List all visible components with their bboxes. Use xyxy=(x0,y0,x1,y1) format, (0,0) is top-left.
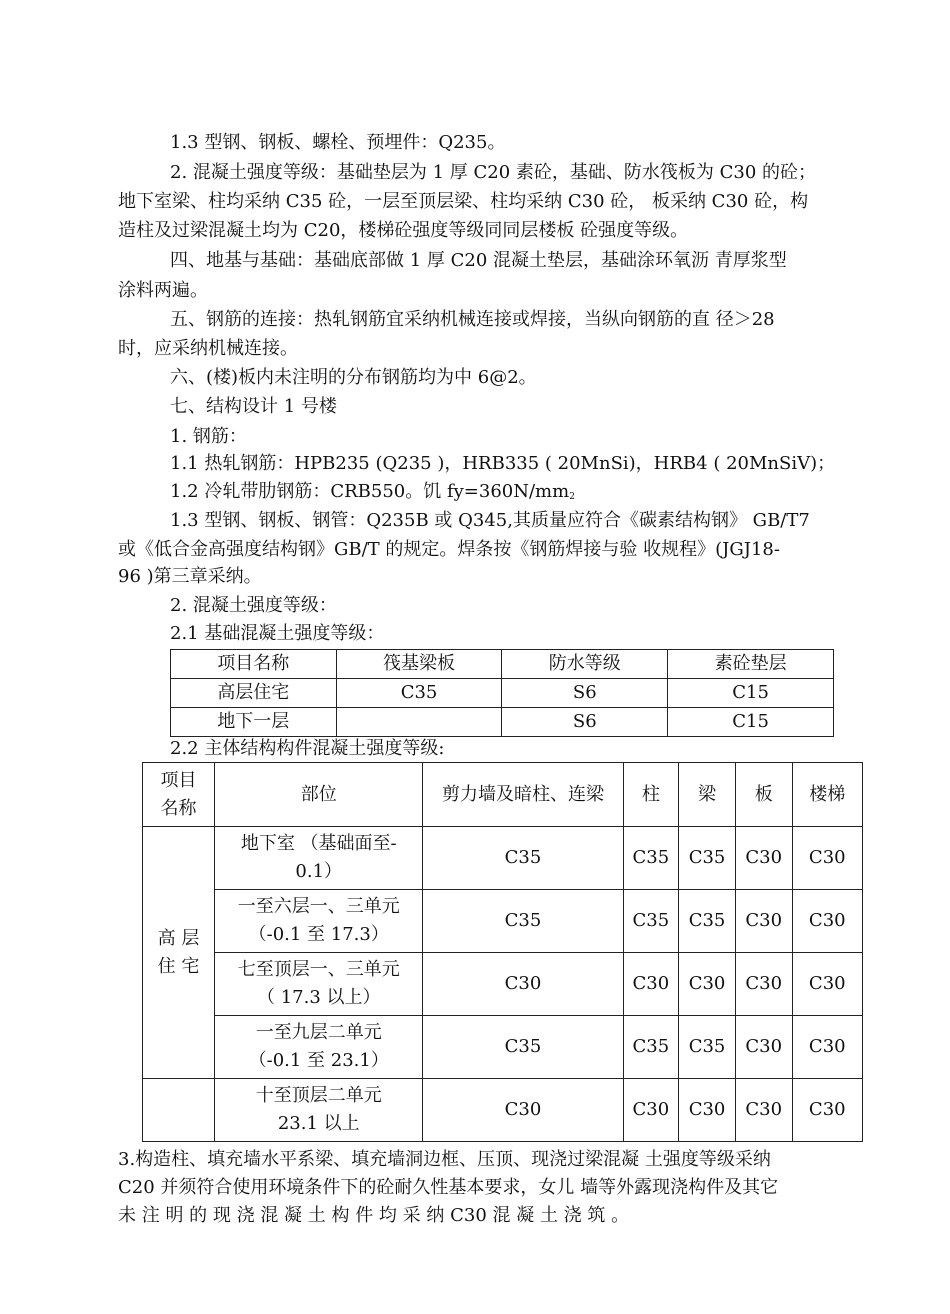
table-row xyxy=(143,827,863,890)
table-cell: C35 xyxy=(336,679,502,708)
table-cell: C35 xyxy=(679,1016,736,1079)
table-header-cell: 柱 xyxy=(623,763,679,827)
table-cell: C30 xyxy=(679,953,736,1016)
table-cell: C30 xyxy=(423,953,623,1016)
unit-superscript: 2 xyxy=(569,492,575,502)
table-cell: 地下室 （基础面至- 0.1） xyxy=(215,827,423,890)
table-cell: S6 xyxy=(502,679,668,708)
table-header-cell: 剪力墙及暗柱、连梁 xyxy=(423,763,623,827)
table-row xyxy=(171,679,834,708)
table-cell: C30 xyxy=(792,1079,862,1142)
table-header-cell: 素砼垫层 xyxy=(668,650,834,679)
table-cell: 地下一层 xyxy=(171,708,337,737)
table-cell xyxy=(336,708,502,737)
item-concrete-grade-heading: 2. 混凝土强度等级： xyxy=(170,595,337,616)
table-cell: C30 xyxy=(792,827,862,890)
para-steel-section-3: 96 )第三章采纳。 xyxy=(118,566,262,587)
table-cell: C30 xyxy=(792,953,862,1016)
table-cell-empty xyxy=(143,1079,215,1142)
table-cell: C35 xyxy=(423,890,623,953)
table-header-cell: 梁 xyxy=(679,763,736,827)
table-header-cell: 部位 xyxy=(215,763,423,827)
table-row xyxy=(171,708,834,737)
table-cell: C35 xyxy=(423,827,623,890)
para-steel-section-1: 1.3 型钢、钢板、钢管：Q235B 或 Q345,其质量应符合《碳素结构钢》 GB/T7 xyxy=(170,510,810,531)
para-steel-spec: 1.3 型钢、钢板、螺栓、预埋件：Q235。 xyxy=(170,132,506,153)
table-header-row xyxy=(171,650,834,679)
table-cell: C35 xyxy=(423,1016,623,1079)
item-main-structure-heading: 2.2 主体结构构件混凝土强度等级: xyxy=(170,738,445,759)
table-row xyxy=(143,1079,863,1142)
item-cold-rolled-text: 1.2 冷轧带肋钢筋：CRB550。饥 fy=360N/mm xyxy=(170,481,570,502)
table-header-cell: 项目 名称 xyxy=(143,763,215,827)
table-cell: C35 xyxy=(679,827,736,890)
para-foundation-2: 涂料两遍。 xyxy=(118,280,208,301)
table-header-cell: 楼梯 xyxy=(792,763,862,827)
table-header-cell: 项目名称 xyxy=(171,650,337,679)
table-cell: C35 xyxy=(623,827,679,890)
table-cell: C15 xyxy=(668,708,834,737)
para-rebar-connection-1: 五、钢筋的连接：热轧钢筋宜采纳机械连接或焊接，当纵向钢筋的直 径＞28 xyxy=(170,309,775,330)
table-cell: C15 xyxy=(668,679,834,708)
table-cell: 一至九层二单元 （-0.1 至 23.1） xyxy=(215,1016,423,1079)
para-constructional-column-3: 未 注 明 的 现 浇 混 凝 土 构 件 均 采 纳 C30 混 凝 土 浇 筑 。 xyxy=(118,1205,630,1226)
item-foundation-concrete-heading: 2.1 基础混凝土强度等级： xyxy=(170,623,385,644)
item-rebar-heading: 1. 钢筋： xyxy=(170,426,247,447)
table-cell: C30 xyxy=(792,890,862,953)
table-cell: S6 xyxy=(502,708,668,737)
table-cell: C30 xyxy=(735,827,792,890)
para-concrete-grade-1: 2. 混凝土强度等级：基础垫层为 1 厚 C20 素砼，基础、防水筏板为 C30 的砼； xyxy=(170,162,817,183)
table-header-cell: 板 xyxy=(735,763,792,827)
table-cell: C35 xyxy=(623,1016,679,1079)
table-row xyxy=(143,1016,863,1079)
para-slab-rebar: 六、(楼)板内未注明的分布钢筋均为中 6@2。 xyxy=(170,367,537,388)
para-constructional-column-1: 3.构造柱、填充墙水平系梁、填充墙洞边框、压顶、现浇过梁混凝 土强度等级采纳 xyxy=(118,1149,771,1170)
table-cell: 十至顶层二单元 23.1 以上 xyxy=(215,1079,423,1142)
table-cell: C30 xyxy=(792,1016,862,1079)
table-cell: C30 xyxy=(735,890,792,953)
main-structure-concrete-table xyxy=(142,762,863,1142)
item-hot-rolled-rebar: 1.1 热轧钢筋：HPB235 (Q235 )，HRB335 ( 20MnSi)，HRB4 ( 20MnSiV)； xyxy=(170,453,836,474)
table-header-row xyxy=(143,763,863,827)
table-header-cell: 筏基梁板 xyxy=(336,650,502,679)
para-foundation-1: 四、地基与基础：基础底部做 1 厚 C20 混凝土垫层，基础涂环氧沥 青厚浆型 xyxy=(170,250,787,271)
section-heading-7: 七、结构设计 1 号楼 xyxy=(170,396,337,417)
table-cell: 一至六层一、三单元 （-0.1 至 17.3） xyxy=(215,890,423,953)
table-cell: C30 xyxy=(623,1079,679,1142)
table-row xyxy=(143,953,863,1016)
table-cell: C30 xyxy=(623,953,679,1016)
table-cell: C30 xyxy=(423,1079,623,1142)
group-label-cell: 高 层 住 宅 xyxy=(143,827,215,1079)
table-cell: C30 xyxy=(679,1079,736,1142)
para-rebar-connection-2: 时，应采纳机械连接。 xyxy=(118,338,298,359)
table-cell: 高层住宅 xyxy=(171,679,337,708)
table-header-cell: 防水等级 xyxy=(502,650,668,679)
table-cell: C35 xyxy=(679,890,736,953)
table-cell: C30 xyxy=(735,953,792,1016)
table-row xyxy=(143,890,863,953)
para-concrete-grade-2: 地下室梁、柱均采纳 C35 砼，一层至顶层梁、柱均采纳 C30 砼， 板采纳 C30 砼，构 xyxy=(118,191,809,212)
para-steel-section-2: 或《低合金高强度结构钢》GB/T 的规定。焊条按《钢筋焊接与验 收规程》(JGJ18- xyxy=(118,539,780,560)
table-cell: C30 xyxy=(735,1016,792,1079)
foundation-concrete-table xyxy=(170,649,834,737)
table-cell: 七至顶层一、三单元 （ 17.3 以上） xyxy=(215,953,423,1016)
table-cell: C30 xyxy=(735,1079,792,1142)
table-cell: C35 xyxy=(623,890,679,953)
para-concrete-grade-3: 造柱及过梁混凝土均为 C20，楼梯砼强度等级同同层楼板 砼强度等级。 xyxy=(118,220,689,241)
para-constructional-column-2: C20 并须符合使用环境条件下的砼耐久性基本要求，女儿 墙等外露现浇构件及其它 xyxy=(118,1177,779,1198)
